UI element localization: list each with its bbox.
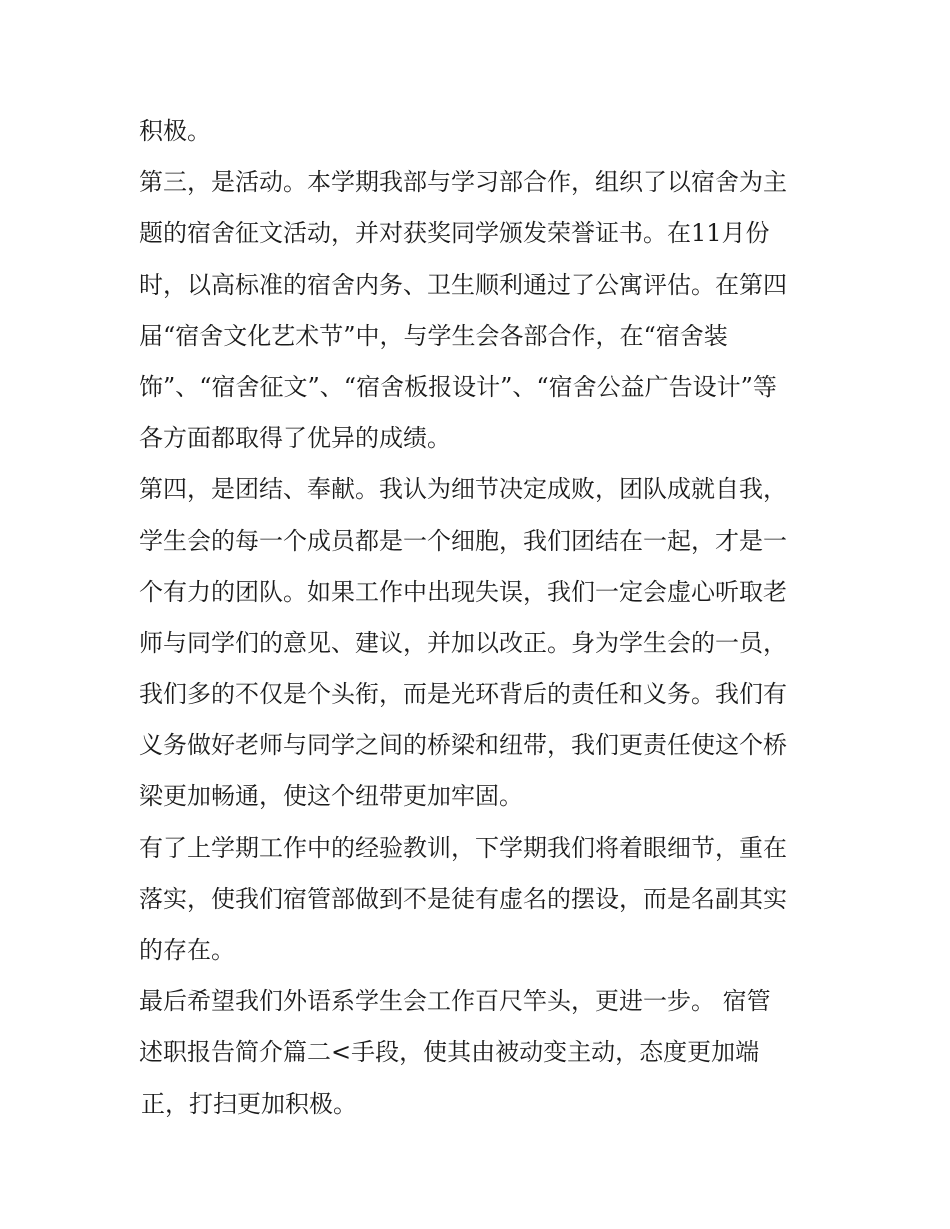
text-line: 最后希望我们外语系学生会工作百尺竿头，更进一步。 宿管 — [139, 987, 771, 1016]
text-line: 积极。 — [139, 117, 211, 145]
text-line: 我们多的不仅是个头衔，而是光环背后的责任和义务。我们有 — [139, 680, 787, 709]
text-line: 落实，使我们宿管部做到不是徒有虚名的摆设，而是名副其实 — [139, 884, 787, 913]
text-line: 述职报告简介篇二<手段，使其由被动变主动，态度更加端 — [139, 1038, 760, 1067]
text-line: 梁更加畅通，使这个纽带更加牢固。 — [139, 782, 523, 811]
text-line: 时，以高标准的宿舍内务、卫生顺利通过了公寓评估。在第四 — [139, 270, 787, 299]
text-line: 届“宿舍文化艺术节”中，与学生会各部合作，在“宿舍装 — [139, 321, 728, 350]
text-line: 义务做好老师与同学之间的桥梁和纽带，我们更责任使这个桥 — [139, 731, 787, 760]
text-line: 饰”、“宿舍征文”、“宿舍板报设计”、“宿舍公益广告设计”等 — [139, 372, 777, 401]
text-line: 的存在。 — [139, 936, 235, 964]
text-line: 个有力的团队。如果工作中出现失误，我们一定会虚心听取老 — [139, 577, 787, 606]
text-line: 第三，是活动。本学期我部与学习部合作，组织了以宿舍为主 — [139, 168, 787, 197]
text-line: 师与同学们的意见、建议，并加以改正。身为学生会的一员， — [139, 628, 787, 657]
text-line: 学生会的每一个成员都是一个细胞，我们团结在一起，才是一 — [139, 526, 787, 555]
text-line: 有了上学期工作中的经验教训，下学期我们将着眼细节，重在 — [139, 833, 787, 862]
text-line: 各方面都取得了优异的成绩。 — [139, 424, 451, 453]
text-line: 第四，是团结、奉献。我认为细节决定成败，团队成就自我， — [139, 475, 787, 504]
text-line: 题的宿舍征文活动，并对获奖同学颁发荣誉证书。在11月份 — [139, 219, 770, 248]
text-line: 正，打扫更加积极。 — [141, 1089, 357, 1118]
body-text — [139, 106, 819, 1130]
